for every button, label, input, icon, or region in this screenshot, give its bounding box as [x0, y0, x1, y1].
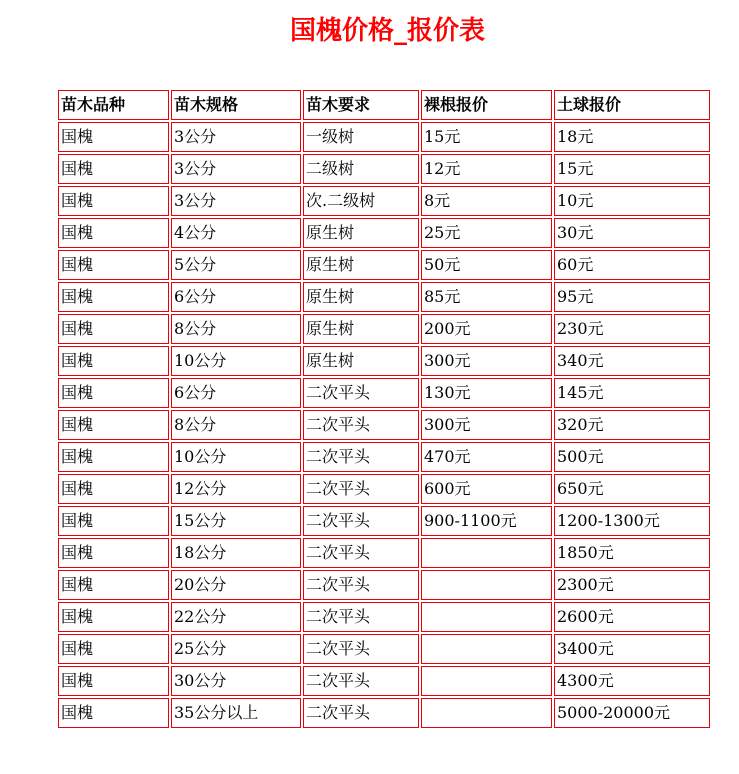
- table-row: [58, 346, 710, 376]
- cell-soil-ball-price: 4300元: [554, 666, 710, 696]
- cell-bare-root-price: [421, 698, 552, 728]
- cell-spec: 22公分: [171, 602, 301, 632]
- cell-soil-ball-price: 18元: [554, 122, 710, 152]
- header-spec: 苗木规格: [171, 90, 301, 120]
- cell-requirement: 原生树: [303, 250, 419, 280]
- cell-requirement: 一级树: [303, 122, 419, 152]
- cell-soil-ball-price: 2300元: [554, 570, 710, 600]
- table-row: [58, 442, 710, 472]
- cell-variety: 国槐: [58, 410, 169, 440]
- cell-requirement: 原生树: [303, 218, 419, 248]
- cell-soil-ball-price: 3400元: [554, 634, 710, 664]
- price-table: [56, 88, 712, 730]
- cell-variety: 国槐: [58, 666, 169, 696]
- cell-requirement: 二次平头: [303, 634, 419, 664]
- cell-variety: 国槐: [58, 442, 169, 472]
- table-row: [58, 634, 710, 664]
- cell-spec: 8公分: [171, 314, 301, 344]
- cell-soil-ball-price: 95元: [554, 282, 710, 312]
- cell-requirement: 二次平头: [303, 442, 419, 472]
- cell-bare-root-price: 25元: [421, 218, 552, 248]
- cell-spec: 6公分: [171, 282, 301, 312]
- cell-spec: 3公分: [171, 122, 301, 152]
- table-row: [58, 698, 710, 728]
- cell-variety: 国槐: [58, 250, 169, 280]
- cell-requirement: 二次平头: [303, 538, 419, 568]
- cell-variety: 国槐: [58, 154, 169, 184]
- table-row: [58, 570, 710, 600]
- cell-bare-root-price: 300元: [421, 410, 552, 440]
- cell-spec: 15公分: [171, 506, 301, 536]
- cell-bare-root-price: 600元: [421, 474, 552, 504]
- cell-spec: 12公分: [171, 474, 301, 504]
- table-row: [58, 122, 710, 152]
- table-row: [58, 154, 710, 184]
- cell-bare-root-price: 15元: [421, 122, 552, 152]
- cell-bare-root-price: 50元: [421, 250, 552, 280]
- cell-requirement: 二次平头: [303, 698, 419, 728]
- header-soil-ball-price: 土球报价: [554, 90, 710, 120]
- cell-soil-ball-price: 230元: [554, 314, 710, 344]
- cell-soil-ball-price: 10元: [554, 186, 710, 216]
- cell-spec: 35公分以上: [171, 698, 301, 728]
- cell-requirement: 二级树: [303, 154, 419, 184]
- cell-bare-root-price: [421, 570, 552, 600]
- cell-spec: 20公分: [171, 570, 301, 600]
- cell-soil-ball-price: 145元: [554, 378, 710, 408]
- cell-variety: 国槐: [58, 378, 169, 408]
- cell-requirement: 原生树: [303, 282, 419, 312]
- cell-variety: 国槐: [58, 602, 169, 632]
- cell-soil-ball-price: 2600元: [554, 602, 710, 632]
- cell-requirement: 次.二级树: [303, 186, 419, 216]
- table-row: [58, 666, 710, 696]
- page-title: 国槐价格_报价表: [289, 16, 485, 46]
- cell-bare-root-price: 200元: [421, 314, 552, 344]
- cell-requirement: 二次平头: [303, 570, 419, 600]
- cell-spec: 30公分: [171, 666, 301, 696]
- cell-requirement: 二次平头: [303, 602, 419, 632]
- cell-requirement: 原生树: [303, 314, 419, 344]
- cell-spec: 3公分: [171, 154, 301, 184]
- cell-requirement: 二次平头: [303, 506, 419, 536]
- cell-bare-root-price: 470元: [421, 442, 552, 472]
- cell-bare-root-price: 12元: [421, 154, 552, 184]
- cell-soil-ball-price: 320元: [554, 410, 710, 440]
- table-row: [58, 218, 710, 248]
- cell-soil-ball-price: 650元: [554, 474, 710, 504]
- cell-bare-root-price: 130元: [421, 378, 552, 408]
- cell-soil-ball-price: 1200-1300元: [554, 506, 710, 536]
- cell-bare-root-price: 300元: [421, 346, 552, 376]
- cell-soil-ball-price: 1850元: [554, 538, 710, 568]
- cell-spec: 10公分: [171, 346, 301, 376]
- cell-soil-ball-price: 15元: [554, 154, 710, 184]
- cell-soil-ball-price: 340元: [554, 346, 710, 376]
- cell-bare-root-price: 900-1100元: [421, 506, 552, 536]
- table-row: [58, 282, 710, 312]
- cell-variety: 国槐: [58, 346, 169, 376]
- header-requirement: 苗木要求: [303, 90, 419, 120]
- header-bare-root-price: 裸根报价: [421, 90, 552, 120]
- cell-requirement: 二次平头: [303, 378, 419, 408]
- cell-bare-root-price: [421, 634, 552, 664]
- table-body: [58, 122, 710, 728]
- cell-requirement: 二次平头: [303, 410, 419, 440]
- table-row: [58, 602, 710, 632]
- header-variety: 苗木品种: [58, 90, 169, 120]
- cell-variety: 国槐: [58, 634, 169, 664]
- cell-requirement: 原生树: [303, 346, 419, 376]
- cell-bare-root-price: [421, 602, 552, 632]
- cell-variety: 国槐: [58, 474, 169, 504]
- cell-variety: 国槐: [58, 122, 169, 152]
- cell-requirement: 二次平头: [303, 474, 419, 504]
- cell-bare-root-price: 85元: [421, 282, 552, 312]
- cell-variety: 国槐: [58, 506, 169, 536]
- cell-spec: 18公分: [171, 538, 301, 568]
- cell-bare-root-price: [421, 538, 552, 568]
- table-row: [58, 506, 710, 536]
- cell-variety: 国槐: [58, 218, 169, 248]
- cell-spec: 10公分: [171, 442, 301, 472]
- cell-variety: 国槐: [58, 282, 169, 312]
- cell-variety: 国槐: [58, 538, 169, 568]
- cell-spec: 8公分: [171, 410, 301, 440]
- table-header-row: [58, 90, 710, 120]
- cell-variety: 国槐: [58, 314, 169, 344]
- table-row: [58, 538, 710, 568]
- cell-spec: 5公分: [171, 250, 301, 280]
- cell-soil-ball-price: 30元: [554, 218, 710, 248]
- table-row: [58, 314, 710, 344]
- table-row: [58, 474, 710, 504]
- cell-spec: 6公分: [171, 378, 301, 408]
- cell-variety: 国槐: [58, 570, 169, 600]
- cell-spec: 4公分: [171, 218, 301, 248]
- table-row: [58, 378, 710, 408]
- table-row: [58, 186, 710, 216]
- cell-soil-ball-price: 5000-20000元: [554, 698, 710, 728]
- cell-bare-root-price: 8元: [421, 186, 552, 216]
- cell-soil-ball-price: 500元: [554, 442, 710, 472]
- cell-spec: 25公分: [171, 634, 301, 664]
- cell-variety: 国槐: [58, 186, 169, 216]
- table-row: [58, 410, 710, 440]
- cell-requirement: 二次平头: [303, 666, 419, 696]
- cell-variety: 国槐: [58, 698, 169, 728]
- cell-soil-ball-price: 60元: [554, 250, 710, 280]
- cell-spec: 3公分: [171, 186, 301, 216]
- cell-bare-root-price: [421, 666, 552, 696]
- table-row: [58, 250, 710, 280]
